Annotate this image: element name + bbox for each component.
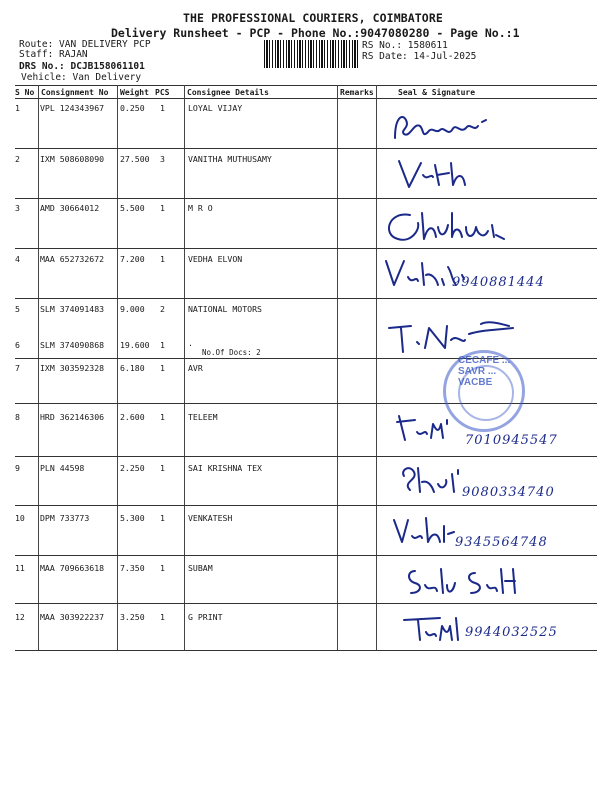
row-consignee: M R O xyxy=(188,203,213,213)
signature-row-8 xyxy=(395,410,455,445)
row-sno: 3 xyxy=(15,203,20,213)
rs-date: RS Date: 14-Jul-2025 xyxy=(362,51,477,62)
col-divider xyxy=(117,85,118,650)
table-bottom-border xyxy=(15,650,597,651)
row-consignment: MAA 652732672 xyxy=(40,254,105,264)
col-header-sno: S No xyxy=(15,88,35,97)
row-divider xyxy=(15,298,597,299)
row-sno: 7 xyxy=(15,363,20,373)
row-consignee: VENKATESH xyxy=(188,513,233,523)
row-sno: 12 xyxy=(15,612,25,622)
row-pcs: 1 xyxy=(160,340,165,350)
row-sno: 11 xyxy=(15,563,25,573)
row-pcs: 2 xyxy=(160,304,165,314)
staff-label: Staff: RAJAN xyxy=(19,49,88,60)
row-divider xyxy=(15,555,597,556)
row-divider xyxy=(15,456,597,457)
row-sno: 1 xyxy=(15,103,20,113)
signature-row-5-6 xyxy=(385,318,525,358)
row-sno: 6 xyxy=(15,340,20,350)
row-divider xyxy=(15,198,597,199)
col-header-weight: Weight xyxy=(120,88,149,97)
row-sno: 10 xyxy=(15,513,25,523)
row-pcs: 1 xyxy=(160,363,165,373)
row-weight: 0.250 xyxy=(120,103,145,113)
col-header-consignment: Consignment No xyxy=(41,88,109,97)
row-pcs: 1 xyxy=(160,612,165,622)
row-consignment: VPL 124343967 xyxy=(40,103,105,113)
signature-row-11 xyxy=(405,563,535,598)
col-header-consignee: Consignee Details xyxy=(187,88,269,97)
company-title: THE PROFESSIONAL COURIERS, COIMBATORE xyxy=(183,11,443,25)
row-weight: 7.200 xyxy=(120,254,145,264)
rs-number: RS No.: 1580611 xyxy=(362,40,448,51)
row-weight: 2.250 xyxy=(120,463,145,473)
row-pcs: 1 xyxy=(160,563,165,573)
drs-number xyxy=(19,61,145,72)
signature-row-12 xyxy=(400,612,470,642)
stamp-text: CECAFE ... SAVR ... VACBE xyxy=(458,355,511,388)
col-header-seal: Seal & Signature xyxy=(398,88,476,97)
col-divider xyxy=(184,85,185,650)
row-weight: 5.500 xyxy=(120,203,145,213)
row-pcs: 3 xyxy=(160,154,165,164)
row-sno: 9 xyxy=(15,463,20,473)
row-consignment: DPM 733773 xyxy=(40,513,90,523)
row-consignment: AMD 30664012 xyxy=(40,203,100,213)
row-consignment: HRD 362146306 xyxy=(40,412,105,422)
row-consignee: NATIONAL MOTORS xyxy=(188,304,262,314)
row-consignment: SLM 374090868 xyxy=(40,340,105,350)
handwritten-phone-row-10: 9345564748 xyxy=(455,535,548,550)
table-top-border xyxy=(15,85,597,86)
row-consignee: SAI KRISHNA TEX xyxy=(188,463,262,473)
row-consignment: MAA 303922237 xyxy=(40,612,105,622)
signature-row-10 xyxy=(390,512,460,547)
row-pcs: 1 xyxy=(160,254,165,264)
row-pcs: 1 xyxy=(160,463,165,473)
route-label: Route: VAN DELIVERY PCP xyxy=(19,39,151,50)
row-weight: 7.350 xyxy=(120,563,145,573)
row-consignee: AVR xyxy=(188,363,203,373)
drs-value: DCJB158061101 xyxy=(70,61,145,72)
col-divider xyxy=(38,85,39,650)
col-divider xyxy=(337,85,338,650)
row-weight: 5.300 xyxy=(120,513,145,523)
drs-label: DRS No.: xyxy=(19,61,65,72)
row-consignment: MAA 709663618 xyxy=(40,563,105,573)
row-consignment: SLM 374091483 xyxy=(40,304,105,314)
handwritten-phone-row-12: 9944032525 xyxy=(465,625,558,640)
vehicle-label: Vehicle: Van Delivery xyxy=(21,72,142,83)
row-consignment: IXM 303592328 xyxy=(40,363,105,373)
row-divider xyxy=(15,603,597,604)
row-consignment: IXM 508608090 xyxy=(40,154,105,164)
handwritten-phone-row-8: 7010945547 xyxy=(465,433,558,448)
row-sno: 4 xyxy=(15,254,20,264)
col-divider xyxy=(376,85,377,650)
row-consignee: SUBAM xyxy=(188,563,213,573)
row-sno: 2 xyxy=(15,154,20,164)
row-divider xyxy=(15,505,597,506)
row-consignee: . xyxy=(188,338,193,348)
company-seal-stamp xyxy=(443,350,525,432)
row-pcs: 1 xyxy=(160,412,165,422)
row-consignee: LOYAL VIJAY xyxy=(188,103,243,113)
table-header-border xyxy=(15,98,597,99)
row-consignee: VEDHA ELVON xyxy=(188,254,243,264)
row-divider xyxy=(15,148,597,149)
row-consignment: PLN 44598 xyxy=(40,463,85,473)
row-weight: 2.600 xyxy=(120,412,145,422)
row-weight: 9.000 xyxy=(120,304,145,314)
handwritten-phone-row-4: 9940881444 xyxy=(452,275,545,290)
row-consignee: TELEEM xyxy=(188,412,218,422)
runsheet-subtitle: Delivery Runsheet - PCP - Phone No.:9047080280 - Page No.:1 xyxy=(111,26,520,40)
col-header-remarks: Remarks xyxy=(340,88,374,97)
handwritten-phone-row-9: 9080334740 xyxy=(462,485,555,500)
row-consignee: G PRINT xyxy=(188,612,223,622)
row-doc-note: No.Of Docs: 2 xyxy=(202,348,261,357)
row-pcs: 1 xyxy=(160,513,165,523)
row-pcs: 1 xyxy=(160,103,165,113)
row-weight: 3.250 xyxy=(120,612,145,622)
barcode xyxy=(264,40,360,68)
row-consignee: VANITHA MUTHUSAMY xyxy=(188,154,272,164)
signature-row-2 xyxy=(395,155,485,195)
row-weight: 19.600 xyxy=(120,340,150,350)
row-sno: 8 xyxy=(15,412,20,422)
row-pcs: 1 xyxy=(160,203,165,213)
signature-row-1 xyxy=(390,108,500,148)
row-weight: 27.500 xyxy=(120,154,150,164)
signature-row-3 xyxy=(380,205,520,250)
row-sno: 5 xyxy=(15,304,20,314)
row-weight: 6.180 xyxy=(120,363,145,373)
col-header-pcs: PCS xyxy=(155,88,170,97)
